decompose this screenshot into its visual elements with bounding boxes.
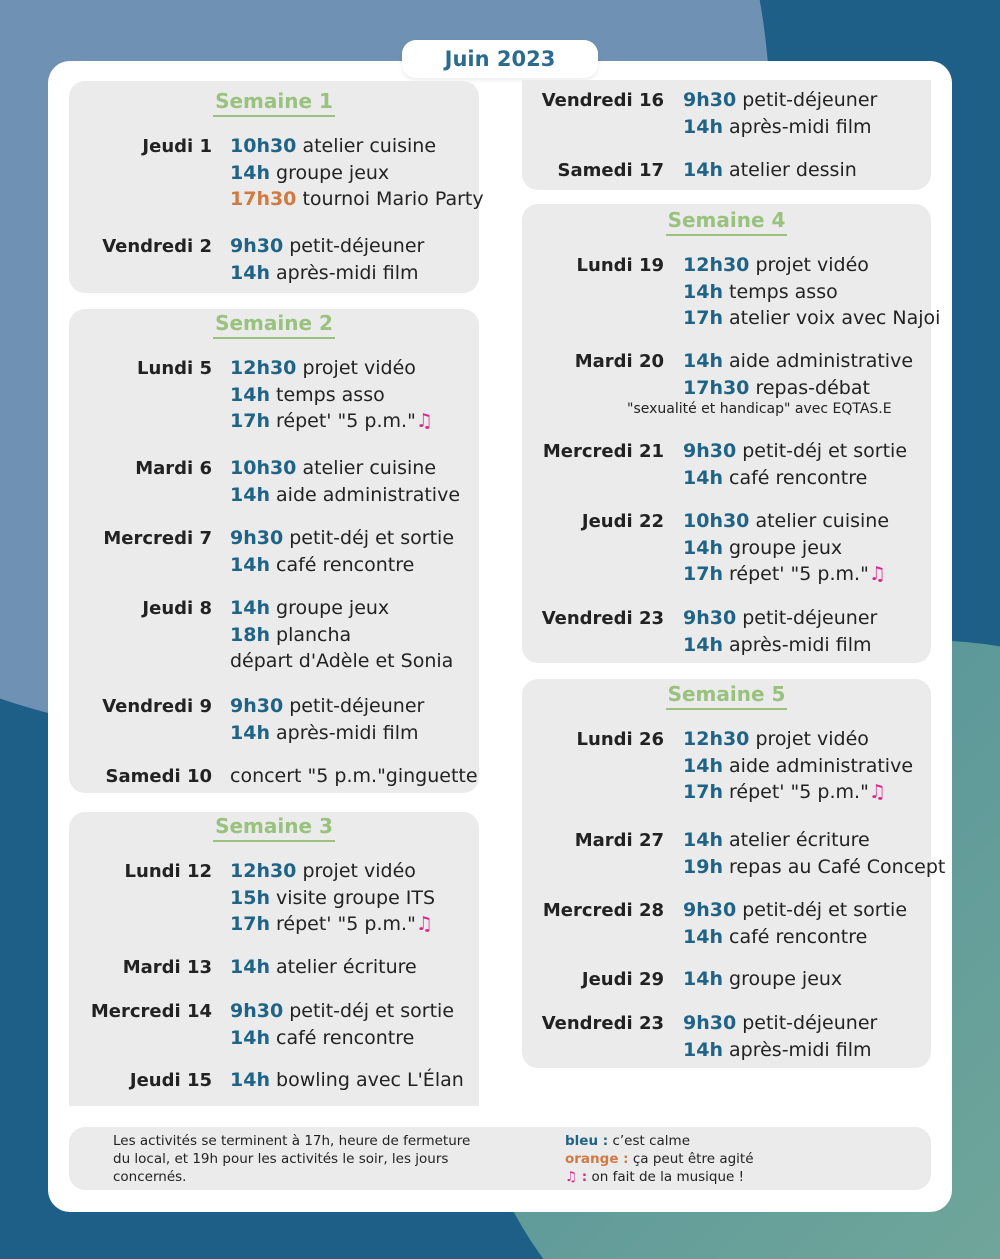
activity-line <box>230 162 389 184</box>
activity-time: 17h <box>683 781 723 804</box>
activity-line <box>230 597 389 619</box>
activity-line <box>230 457 436 479</box>
activity-time: 17h <box>683 563 723 586</box>
activity-text: temps asso <box>276 383 385 406</box>
activity-line <box>683 159 857 181</box>
activity-text: petit-déjeuner <box>742 607 878 629</box>
activity-text: répet' "5 p.m." <box>276 913 416 936</box>
activity-text: après-midi film <box>729 1038 872 1061</box>
day-label: Mercredi 28 <box>542 900 664 921</box>
activity-text: café rencontre <box>729 466 868 489</box>
activity-time: 14h <box>230 597 270 619</box>
activity-text: départ d'Adèle et Sonia <box>230 650 454 673</box>
music-note-icon: ♫ <box>868 563 886 586</box>
activity-line <box>683 781 886 803</box>
day-label: Jeudi 22 <box>581 511 664 532</box>
activity-text: visite groupe ITS <box>276 886 436 909</box>
activity-text: atelier écriture <box>276 956 417 978</box>
activity-text: projet vidéo <box>755 728 869 750</box>
activity-line <box>683 281 838 303</box>
activity-time: 12h30 <box>230 860 297 882</box>
day-label: Jeudi 29 <box>581 969 664 990</box>
activity-text: repas-débat <box>755 376 870 399</box>
activity-time: 14h <box>230 261 270 284</box>
activity-text: groupe jeux <box>729 536 843 559</box>
activity-line <box>230 410 433 432</box>
activity-text: repas au Café Concept <box>729 855 946 878</box>
activity-time: 12h30 <box>230 357 297 379</box>
activity-time: 14h <box>230 383 270 406</box>
activity-time: 14h <box>683 115 723 138</box>
activity-text: groupe jeux <box>276 597 390 619</box>
activity-time: 9h30 <box>230 235 284 257</box>
day-label: Samedi 17 <box>557 160 664 181</box>
activity-text: petit-déjeuner <box>289 235 425 257</box>
activity-line <box>230 262 418 284</box>
activity-text: aide administrative <box>729 350 914 372</box>
activity-time: 17h30 <box>230 188 297 211</box>
activity-time: 14h <box>230 721 270 744</box>
activity-text: répet' "5 p.m." <box>276 410 416 433</box>
week-title: Semaine 2 <box>69 311 479 335</box>
activity-time: 14h <box>683 350 723 372</box>
activity-line <box>683 467 867 489</box>
activity-time: 14h <box>683 466 723 489</box>
music-note-icon: ♫ <box>415 410 433 433</box>
activity-time: 9h30 <box>683 899 737 921</box>
activity-text: répet' "5 p.m." <box>729 781 869 804</box>
activity-time: 14h <box>230 483 270 506</box>
activity-line <box>230 235 424 257</box>
activity-time: 14h <box>230 553 270 576</box>
activity-text: atelier cuisine <box>302 135 437 157</box>
day-label: Lundi 26 <box>576 729 664 750</box>
activity-time: 14h <box>230 1069 270 1091</box>
activity-line <box>230 695 424 717</box>
activity-time: 9h30 <box>683 1012 737 1034</box>
month-title: Juin 2023 <box>402 40 598 78</box>
activity-text: petit-déjeuner <box>742 1012 878 1034</box>
activity-text: tournoi Mario Party <box>302 188 484 211</box>
activity-text: aide administrative <box>729 754 914 777</box>
activity-text: atelier voix avec Najoi <box>729 307 941 330</box>
activity-text: petit-déjeuner <box>742 89 878 111</box>
day-label: Mardi 20 <box>574 351 664 372</box>
day-label: Lundi 19 <box>576 255 664 276</box>
activity-text: atelier cuisine <box>755 510 890 532</box>
activity-line <box>683 829 870 851</box>
activity-text: bowling avec L'Élan <box>276 1069 464 1091</box>
activity-text: atelier écriture <box>729 829 870 851</box>
activity-text: concert "5 p.m."ginguette <box>230 765 478 787</box>
day-label: Vendredi 23 <box>541 608 664 629</box>
activity-line <box>230 624 351 646</box>
activity-time: 14h <box>230 956 270 978</box>
activity-note: "sexualité et handicap" avec EQTAS.E <box>627 401 892 418</box>
activity-line <box>683 89 877 111</box>
activity-line <box>683 307 940 329</box>
activity-time: 9h30 <box>683 440 737 462</box>
activity-text: petit-déj et sortie <box>742 440 908 462</box>
day-label: Lundi 12 <box>124 861 212 882</box>
activity-time: 14h <box>230 1026 270 1049</box>
activity-line <box>230 765 478 787</box>
activity-time: 17h <box>230 913 270 936</box>
activity-line <box>683 607 877 629</box>
activity-line <box>230 188 484 210</box>
activity-line <box>230 650 453 672</box>
activity-line <box>683 968 842 990</box>
day-label: Mercredi 21 <box>542 441 664 462</box>
activity-time: 10h30 <box>683 510 750 532</box>
activity-line <box>230 554 414 576</box>
activity-time: 9h30 <box>683 607 737 629</box>
activity-time: 9h30 <box>230 695 284 717</box>
activity-time: 14h <box>683 925 723 948</box>
activity-time: 12h30 <box>683 254 750 276</box>
day-label: Jeudi 8 <box>142 598 212 619</box>
day-label: Vendredi 23 <box>541 1013 664 1034</box>
activity-line <box>683 728 869 750</box>
day-label: Vendredi 2 <box>102 236 212 257</box>
activity-line <box>230 860 416 882</box>
day-label: Samedi 10 <box>105 766 212 787</box>
activity-time: 14h <box>683 968 723 990</box>
footer-info-line: du local, et 19h pour les activités le soir, les jours <box>113 1151 449 1167</box>
activity-time: 14h <box>683 536 723 559</box>
activity-text: petit-déj et sortie <box>289 1000 455 1022</box>
activity-line <box>230 357 416 379</box>
day-label: Vendredi 16 <box>541 90 664 111</box>
activity-time: 14h <box>683 1038 723 1061</box>
activity-line <box>683 350 913 372</box>
activity-line <box>230 1069 464 1091</box>
activity-line <box>683 1012 877 1034</box>
activity-time: 12h30 <box>683 728 750 750</box>
activity-line <box>683 254 869 276</box>
activity-line <box>230 527 454 549</box>
activity-text: après-midi film <box>276 261 419 284</box>
day-label: Mardi 27 <box>574 830 664 851</box>
activity-line <box>230 956 417 978</box>
week-title: Semaine 5 <box>522 682 931 706</box>
activity-text: après-midi film <box>276 721 419 744</box>
activity-text: projet vidéo <box>302 357 416 379</box>
activity-line <box>230 484 460 506</box>
activity-line <box>683 440 907 462</box>
day-label: Mercredi 7 <box>103 528 212 549</box>
activity-text: petit-déj et sortie <box>289 527 455 549</box>
day-label: Lundi 5 <box>137 358 212 379</box>
activity-line <box>230 384 385 406</box>
activity-line <box>683 563 886 585</box>
activity-time: 9h30 <box>230 1000 284 1022</box>
music-note-icon: ♫ <box>868 781 886 804</box>
activity-time: 17h <box>230 410 270 433</box>
activity-line <box>683 1039 871 1061</box>
activity-text: aide administrative <box>276 483 461 506</box>
music-note-icon: ♫ <box>415 913 433 936</box>
activity-line <box>230 1000 454 1022</box>
activity-text: après-midi film <box>729 115 872 138</box>
activity-line <box>230 1027 414 1049</box>
activity-line <box>683 926 867 948</box>
activity-line <box>683 899 907 921</box>
day-label: Mardi 6 <box>135 458 212 479</box>
activity-text: après-midi film <box>729 633 872 656</box>
day-label: Jeudi 15 <box>129 1070 212 1091</box>
activity-line <box>683 116 871 138</box>
footer-info-line: concernés. <box>113 1169 187 1185</box>
activity-time: 14h <box>683 829 723 851</box>
activity-time: 10h30 <box>230 457 297 479</box>
activity-time: 14h <box>683 633 723 656</box>
legend-blue: bleu : c’est calme <box>565 1133 691 1149</box>
footer-info-line: Les activités se terminent à 17h, heure de fermeture <box>113 1133 471 1149</box>
activity-text: petit-déjeuner <box>289 695 425 717</box>
activity-time: 15h <box>230 886 270 909</box>
activity-line <box>230 722 418 744</box>
activity-line <box>683 537 842 559</box>
activity-time: 14h <box>683 754 723 777</box>
activity-line <box>683 510 889 532</box>
week-2-box <box>69 309 479 793</box>
activity-time: 14h <box>683 280 723 303</box>
activity-line <box>683 755 913 777</box>
day-label: Mardi 13 <box>122 957 212 978</box>
activity-text: café rencontre <box>729 925 868 948</box>
day-label: Jeudi 1 <box>142 136 212 157</box>
activity-text: répet' "5 p.m." <box>729 563 869 586</box>
week-title: Semaine 3 <box>69 814 479 838</box>
activity-text: atelier cuisine <box>302 457 437 479</box>
activity-time: 14h <box>230 161 270 184</box>
activity-line <box>230 913 433 935</box>
activity-text: projet vidéo <box>302 860 416 882</box>
footer-legend <box>565 1132 754 1186</box>
activity-line <box>230 135 436 157</box>
legend-orange: orange : ça peut être agité <box>565 1151 754 1167</box>
week-title: Semaine 4 <box>522 208 931 232</box>
activity-text: café rencontre <box>276 553 415 576</box>
activity-time: 18h <box>230 623 270 646</box>
activity-text: temps asso <box>729 280 838 303</box>
activity-text: café rencontre <box>276 1026 415 1049</box>
activity-text: atelier dessin <box>729 159 857 181</box>
activity-line <box>683 377 870 399</box>
activity-time: 9h30 <box>683 89 737 111</box>
footer-info <box>113 1132 470 1186</box>
activity-text: projet vidéo <box>755 254 869 276</box>
activity-text: plancha <box>276 623 352 646</box>
legend-music: ♫ : on fait de la musique ! <box>565 1169 745 1185</box>
activity-time: 10h30 <box>230 135 297 157</box>
activity-time: 17h <box>683 307 723 330</box>
activity-text: groupe jeux <box>276 161 390 184</box>
activity-text: groupe jeux <box>729 968 843 990</box>
activity-time: 17h30 <box>683 376 750 399</box>
day-label: Vendredi 9 <box>102 696 212 717</box>
activity-time: 14h <box>683 159 723 181</box>
day-label: Mercredi 14 <box>90 1001 212 1022</box>
activity-text: petit-déj et sortie <box>742 899 908 921</box>
activity-time: 19h <box>683 855 723 878</box>
week-title: Semaine 1 <box>69 89 479 113</box>
activity-line <box>230 887 435 909</box>
activity-line <box>683 856 945 878</box>
activity-time: 9h30 <box>230 527 284 549</box>
activity-line <box>683 634 871 656</box>
